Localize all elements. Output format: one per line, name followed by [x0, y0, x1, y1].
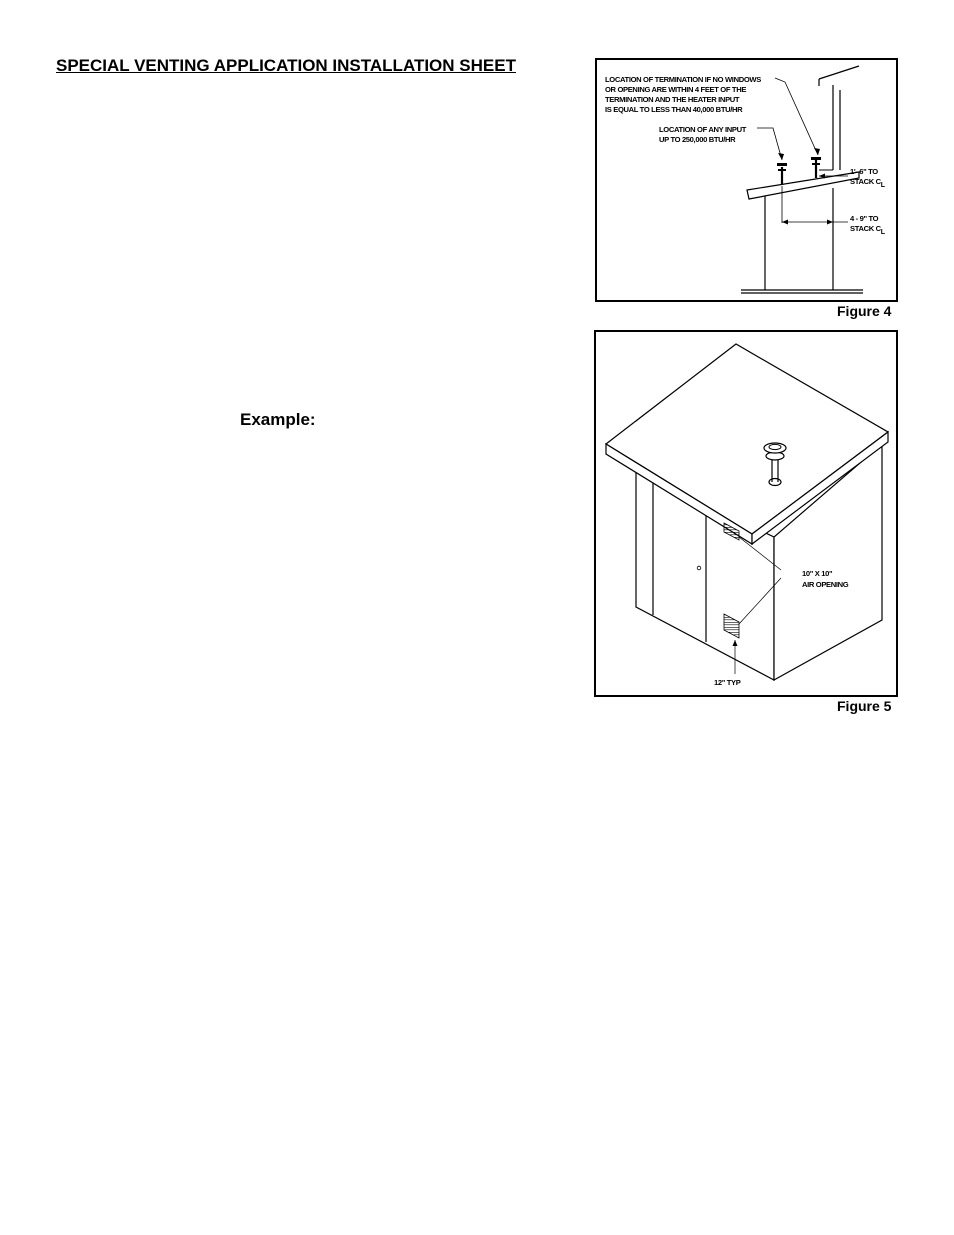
label-dimension-upper: [850, 167, 886, 189]
label-dimension-upper-stack: STACK C: [850, 177, 881, 186]
label-dimension-upper-subscript: L: [880, 182, 885, 189]
dimension-lower-arrow-left: [782, 220, 788, 225]
figure-5-drawing: [596, 332, 896, 695]
label-air-opening-line-2: AIR OPENING: [802, 580, 849, 589]
label-termination-line-4: IS EQUAL TO LESS THAN 40,000 BTU/HR: [605, 105, 743, 114]
label-termination-line-1: LOCATION OF TERMINATION IF NO WINDOWS: [605, 75, 761, 84]
figure-4-caption: Figure 4: [837, 303, 892, 319]
parapet-top: [819, 66, 859, 79]
label-termination-line-2: OR OPENING ARE WITHIN 4 FEET OF THE: [605, 85, 747, 94]
label-air-opening-line-1: 10" X 10": [802, 569, 833, 578]
vent-terminal-any-input-icon: [777, 163, 787, 185]
label-termination-line-3: TERMINATION AND THE HEATER INPUT: [605, 95, 740, 104]
dimension-lower-arrow-right: [827, 220, 833, 225]
label-any-input: [659, 125, 747, 144]
label-dimension-lower-line-2: [850, 224, 886, 236]
label-any-input-line-1: LOCATION OF ANY INPUT: [659, 125, 747, 134]
label-dimension-upper-line-2: [850, 177, 886, 189]
example-heading: Example:: [240, 410, 316, 429]
figure-4-drawing: [597, 60, 896, 300]
figure-5-caption: Figure 5: [837, 698, 892, 714]
label-dimension-lower-subscript: L: [880, 229, 885, 236]
page-title: SPECIAL VENTING APPLICATION INSTALLATION SHEET: [56, 56, 516, 75]
leader-any-input: [757, 128, 782, 160]
leader-termination-arrow: [814, 148, 820, 155]
figure-5-diagram: [594, 330, 898, 697]
leader-termination: [775, 78, 818, 155]
label-dimension-upper-line-1: 1'- 6" TO: [850, 167, 878, 176]
label-typ: 12" TYP: [714, 678, 741, 687]
figure-4-diagram: [595, 58, 898, 302]
label-termination: [605, 75, 761, 114]
label-dimension-lower: [850, 214, 886, 236]
label-any-input-line-2: UP TO 250,000 BTU/HR: [659, 135, 736, 144]
label-dimension-lower-line-1: 4 - 9" TO: [850, 214, 879, 223]
leader-any-input-arrow: [778, 153, 784, 160]
label-dimension-lower-stack: STACK C: [850, 224, 881, 233]
door-knob: [697, 566, 701, 570]
